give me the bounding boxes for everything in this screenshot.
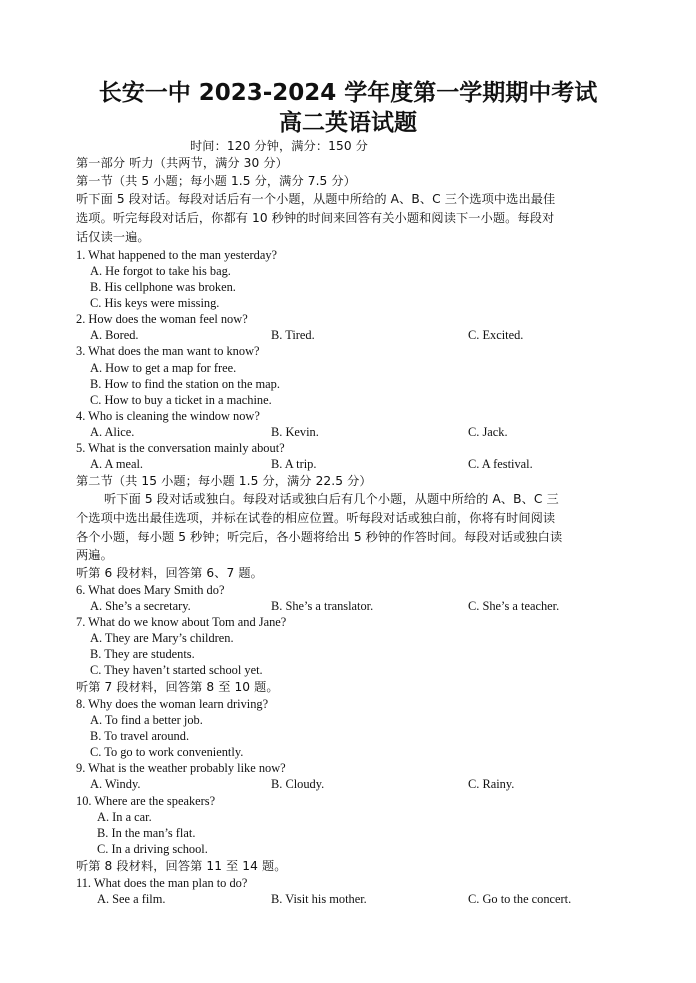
question-2: 2. How does the woman feel now? (76, 312, 248, 326)
option-c: C. In a driving school. (97, 842, 208, 856)
question-10: 10. Where are the speakers? (76, 794, 216, 808)
option-b: B. To travel around. (90, 729, 190, 743)
option-b: B. Tired. (271, 328, 315, 342)
question-8: 8. Why does the woman learn driving? (76, 697, 269, 711)
option-b: B. Cloudy. (271, 777, 325, 791)
option-a: A. See a film. (97, 892, 166, 906)
option-c: C. Go to the concert. (468, 892, 572, 906)
exam-title: 长安一中 2023-2024 学年度第一学期期中考试 (98, 80, 598, 106)
instruction-line: 听下面 5 段对话。每段对话后有一个小题，从题中所给的 A、B、C 三个选项中选出最佳 (76, 192, 556, 206)
option-a: A. How to get a map for free. (90, 361, 237, 375)
option-a: A. He forgot to take his bag. (90, 264, 231, 278)
option-c: C. She’s a teacher. (468, 599, 560, 613)
option-c: C. A festival. (468, 457, 533, 471)
time-info: 时间：120 分钟，满分：150 分 (190, 139, 368, 153)
question-4: 4. Who is cleaning the window now? (76, 409, 260, 423)
material-8-note: 听第 8 段材料，回答第 11 至 14 题。 (76, 859, 287, 873)
option-b: B. She’s a translator. (271, 599, 374, 613)
instruction-line: 各个小题，每小题 5 秒钟；听完后，各小题将给出 5 秒钟的作答时间。每段对话或独白读 (76, 530, 563, 544)
option-a: A. Windy. (90, 777, 141, 791)
part1-heading: 第一部分 听力（共两节，满分 30 分） (76, 156, 288, 170)
option-c: C. How to buy a ticket in a machine. (90, 393, 272, 407)
option-a: A. In a car. (97, 810, 152, 824)
option-a: A. To find a better job. (90, 713, 203, 727)
instruction-line: 听下面 5 段对话或独白。每段对话或独白后有几个小题，从题中所给的 A、B、C 三 (104, 492, 559, 506)
instruction-line: 两遍。 (76, 548, 113, 562)
option-c: C. Rainy. (468, 777, 515, 791)
question-6: 6. What does Mary Smith do? (76, 583, 225, 597)
option-b: B. Visit his mother. (271, 892, 367, 906)
option-c: C. Jack. (468, 425, 508, 439)
instruction-line: 选项。听完每段对话后，你都有 10 秒钟的时间来回答有关小题和阅读下一小题。每段对 (76, 211, 555, 225)
material-6-note: 听第 6 段材料，回答第 6、7 题。 (76, 566, 263, 580)
question-1: 1. What happened to the man yesterday? (76, 248, 278, 262)
instruction-line: 话仅读一遍。 (76, 230, 150, 244)
option-c: C. They haven’t started school yet. (90, 663, 263, 677)
option-b: B. Kevin. (271, 425, 319, 439)
option-a: A. A meal. (90, 457, 143, 471)
option-c: C. To go to work conveniently. (90, 745, 244, 759)
option-a: A. Bored. (90, 328, 139, 342)
option-a: A. They are Mary’s children. (90, 631, 234, 645)
option-c: C. His keys were missing. (90, 296, 220, 310)
question-9: 9. What is the weather probably like now? (76, 761, 286, 775)
option-b: B. They are students. (90, 647, 195, 661)
option-b: B. How to find the station on the map. (90, 377, 280, 391)
question-3: 3. What does the man want to know? (76, 344, 260, 358)
option-c: C. Excited. (468, 328, 524, 342)
question-5: 5. What is the conversation mainly about? (76, 441, 285, 455)
option-a: A. She’s a secretary. (90, 599, 191, 613)
exam-subtitle: 高二英语试题 (279, 110, 417, 136)
instruction-line: 个选项中选出最佳选项，并标在试卷的相应位置。听每段对话或独白前，你将有时间阅读 (76, 511, 556, 525)
section2-heading: 第二节（共 15 小题；每小题 1.5 分，满分 22.5 分） (76, 474, 372, 488)
option-b: B. A trip. (271, 457, 317, 471)
option-a: A. Alice. (90, 425, 135, 439)
question-7: 7. What do we know about Tom and Jane? (76, 615, 287, 629)
section1-heading: 第一节（共 5 小题；每小题 1.5 分，满分 7.5 分） (76, 174, 356, 188)
option-b: B. In the man’s flat. (97, 826, 196, 840)
option-b: B. His cellphone was broken. (90, 280, 236, 294)
question-11: 11. What does the man plan to do? (76, 876, 248, 890)
material-7-note: 听第 7 段材料，回答第 8 至 10 题。 (76, 680, 279, 694)
